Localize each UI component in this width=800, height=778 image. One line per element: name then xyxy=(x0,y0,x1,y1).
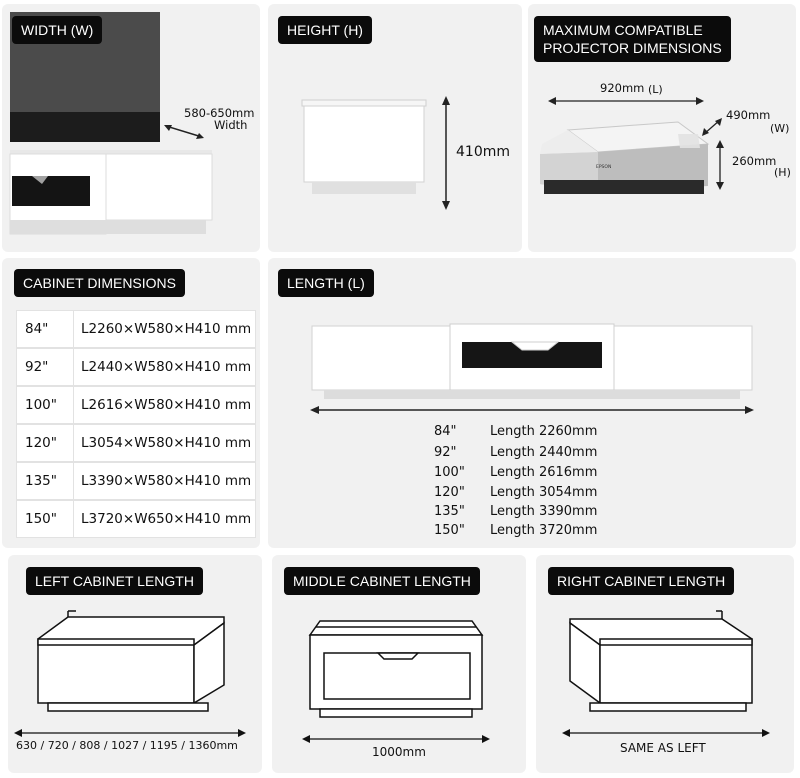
length-value: Length 2260mm xyxy=(490,424,598,439)
length-size: 120" xyxy=(434,485,465,500)
length-size: 150" xyxy=(434,523,465,538)
width-dim-value: 580-650mm xyxy=(184,106,255,120)
cabinet-dims: L3390×W580×H410 mm xyxy=(81,473,252,489)
height-panel xyxy=(268,4,522,252)
dimension-row xyxy=(16,462,256,500)
projector-width-value: 490mm xyxy=(726,108,771,122)
cabinet-dims: L2260×W580×H410 mm xyxy=(81,321,252,337)
projector-width-axis: (W) xyxy=(770,122,790,135)
cabinet-dimensions-tag: CABINET DIMENSIONS xyxy=(14,269,185,297)
projector-length-axis: (L) xyxy=(648,83,663,96)
projector-height-value: 260mm xyxy=(732,154,777,168)
dimension-row xyxy=(16,310,256,348)
projector-brand-label: EPSON xyxy=(596,165,612,170)
dimension-row xyxy=(16,424,256,462)
length-value: Length 3054mm xyxy=(490,485,598,500)
right-cabinet-caption: SAME AS LEFT xyxy=(620,741,706,755)
width-dim-label: Width xyxy=(214,118,248,132)
dimension-row xyxy=(16,386,256,424)
length-value: Length 2440mm xyxy=(490,445,598,460)
dimension-row xyxy=(16,500,256,538)
projector-length-value: 920mm xyxy=(600,81,645,95)
cabinet-dims: L3720×W650×H410 mm xyxy=(81,511,252,527)
projector-tag: MAXIMUM COMPATIBLE PROJECTOR DIMENSIONS xyxy=(534,16,731,62)
width-panel xyxy=(2,4,260,252)
length-size: 92" xyxy=(434,445,457,460)
middle-cabinet-panel xyxy=(272,555,526,773)
length-size: 135" xyxy=(434,504,465,519)
right-cabinet-panel xyxy=(536,555,794,773)
middle-cabinet-caption: 1000mm xyxy=(372,745,426,759)
screen-size: 120" xyxy=(25,435,57,451)
screen-size: 150" xyxy=(25,511,57,527)
screen-size: 100" xyxy=(25,397,57,413)
left-cabinet-panel xyxy=(8,555,262,773)
length-value: Length 3720mm xyxy=(490,523,598,538)
right-cabinet-tag: RIGHT CABINET LENGTH xyxy=(548,567,734,595)
screen-size: 92" xyxy=(25,359,49,375)
cabinet-dims: L2616×W580×H410 mm xyxy=(81,397,252,413)
length-size: 84" xyxy=(434,424,457,439)
height-tag: HEIGHT (H) xyxy=(278,16,372,44)
length-tag: LENGTH (L) xyxy=(278,269,374,297)
length-panel xyxy=(268,258,796,548)
cabinet-dims: L3054×W580×H410 mm xyxy=(81,435,252,451)
height-dim-value: 410mm xyxy=(456,144,510,160)
screen-size: 135" xyxy=(25,473,57,489)
length-value: Length 2616mm xyxy=(490,465,598,480)
length-size: 100" xyxy=(434,465,465,480)
width-tag: WIDTH (W) xyxy=(12,16,102,44)
screen-size: 84" xyxy=(25,321,49,337)
dimension-row xyxy=(16,348,256,386)
left-cabinet-caption: 630 / 720 / 808 / 1027 / 1195 / 1360mm xyxy=(16,739,238,752)
projector-height-axis: (H) xyxy=(774,166,791,179)
projector-panel xyxy=(528,4,796,252)
length-value: Length 3390mm xyxy=(490,504,598,519)
cabinet-dimensions-panel xyxy=(2,258,260,548)
middle-cabinet-tag: MIDDLE CABINET LENGTH xyxy=(284,567,480,595)
left-cabinet-tag: LEFT CABINET LENGTH xyxy=(26,567,203,595)
cabinet-dims: L2440×W580×H410 mm xyxy=(81,359,252,375)
